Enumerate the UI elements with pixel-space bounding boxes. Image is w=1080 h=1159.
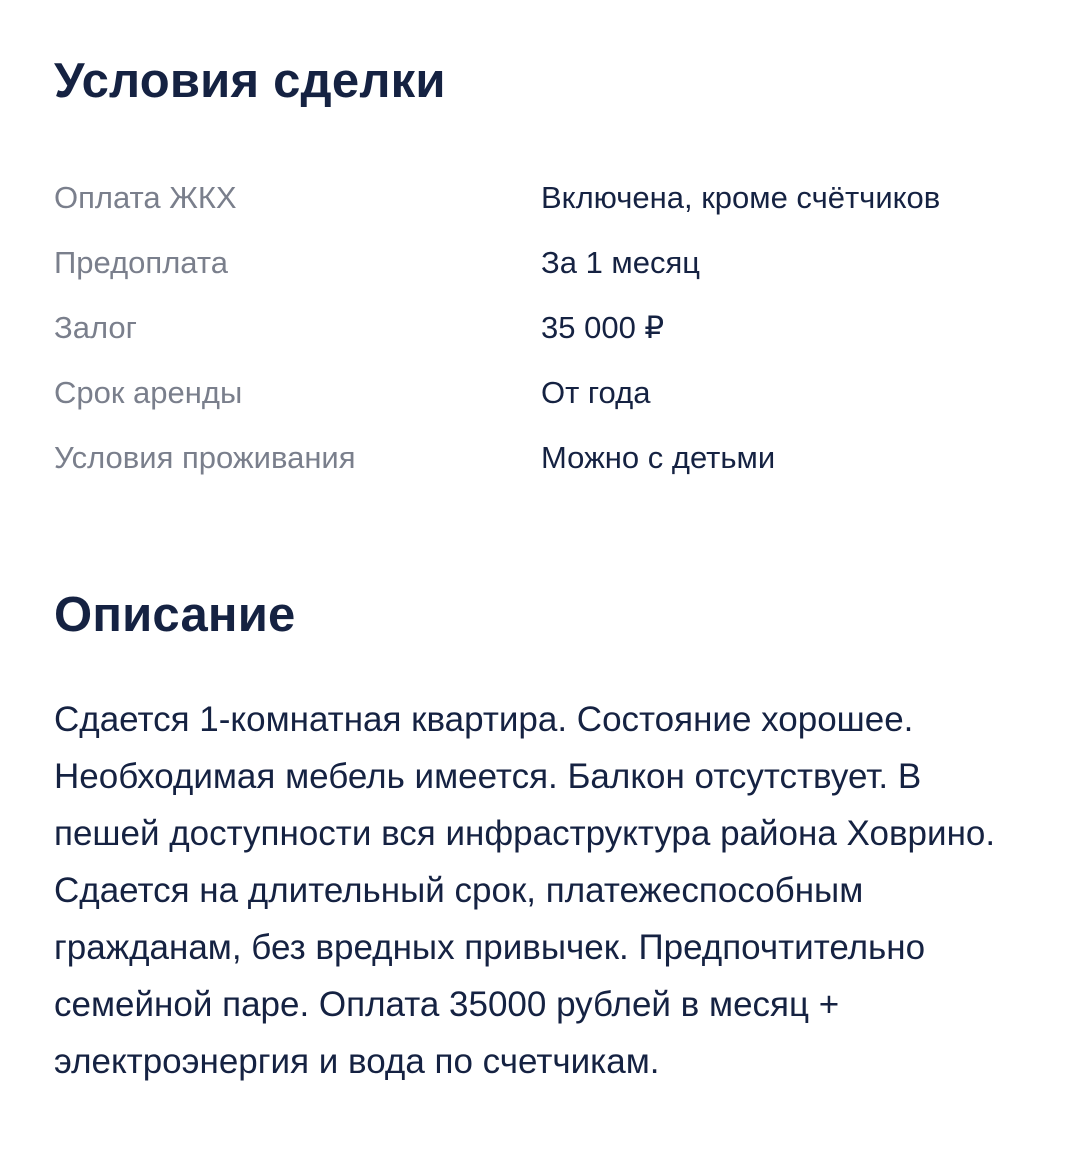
term-value: Можно с детьми xyxy=(541,439,776,475)
term-label: Срок аренды xyxy=(54,374,243,410)
term-value: От года xyxy=(541,374,651,410)
term-value: Включена, кроме счётчиков xyxy=(541,179,941,215)
term-row-deposit xyxy=(54,295,1026,360)
term-row-lease-term xyxy=(54,360,1026,425)
deal-terms-title: Условия сделки xyxy=(54,54,446,108)
deal-terms-list xyxy=(54,165,1026,490)
term-value: За 1 месяц xyxy=(541,244,701,280)
term-row-living-conditions xyxy=(54,425,1026,490)
term-row-utilities xyxy=(54,165,1026,230)
term-label: Предоплата xyxy=(54,244,228,280)
term-label: Условия проживания xyxy=(54,439,356,475)
term-label: Залог xyxy=(54,309,137,345)
description-title: Описание xyxy=(54,588,296,642)
term-value: 35 000 ₽ xyxy=(541,309,665,345)
term-row-prepayment xyxy=(54,230,1026,295)
term-label: Оплата ЖКХ xyxy=(54,179,237,215)
description-text: Сдается 1-комнатная квартира. Состояние хорошее. Необходимая мебель имеется. Балкон отсутствует. В пешей доступности вся инфраструктура района Ховрино. Сдается на длительный срок, платежеспособным гражданам, без вредных привычек. Предпочтительно семейной паре. Оплата 35000 рублей в месяц + электроэнергия и вода по счетчикам. xyxy=(54,700,996,1081)
